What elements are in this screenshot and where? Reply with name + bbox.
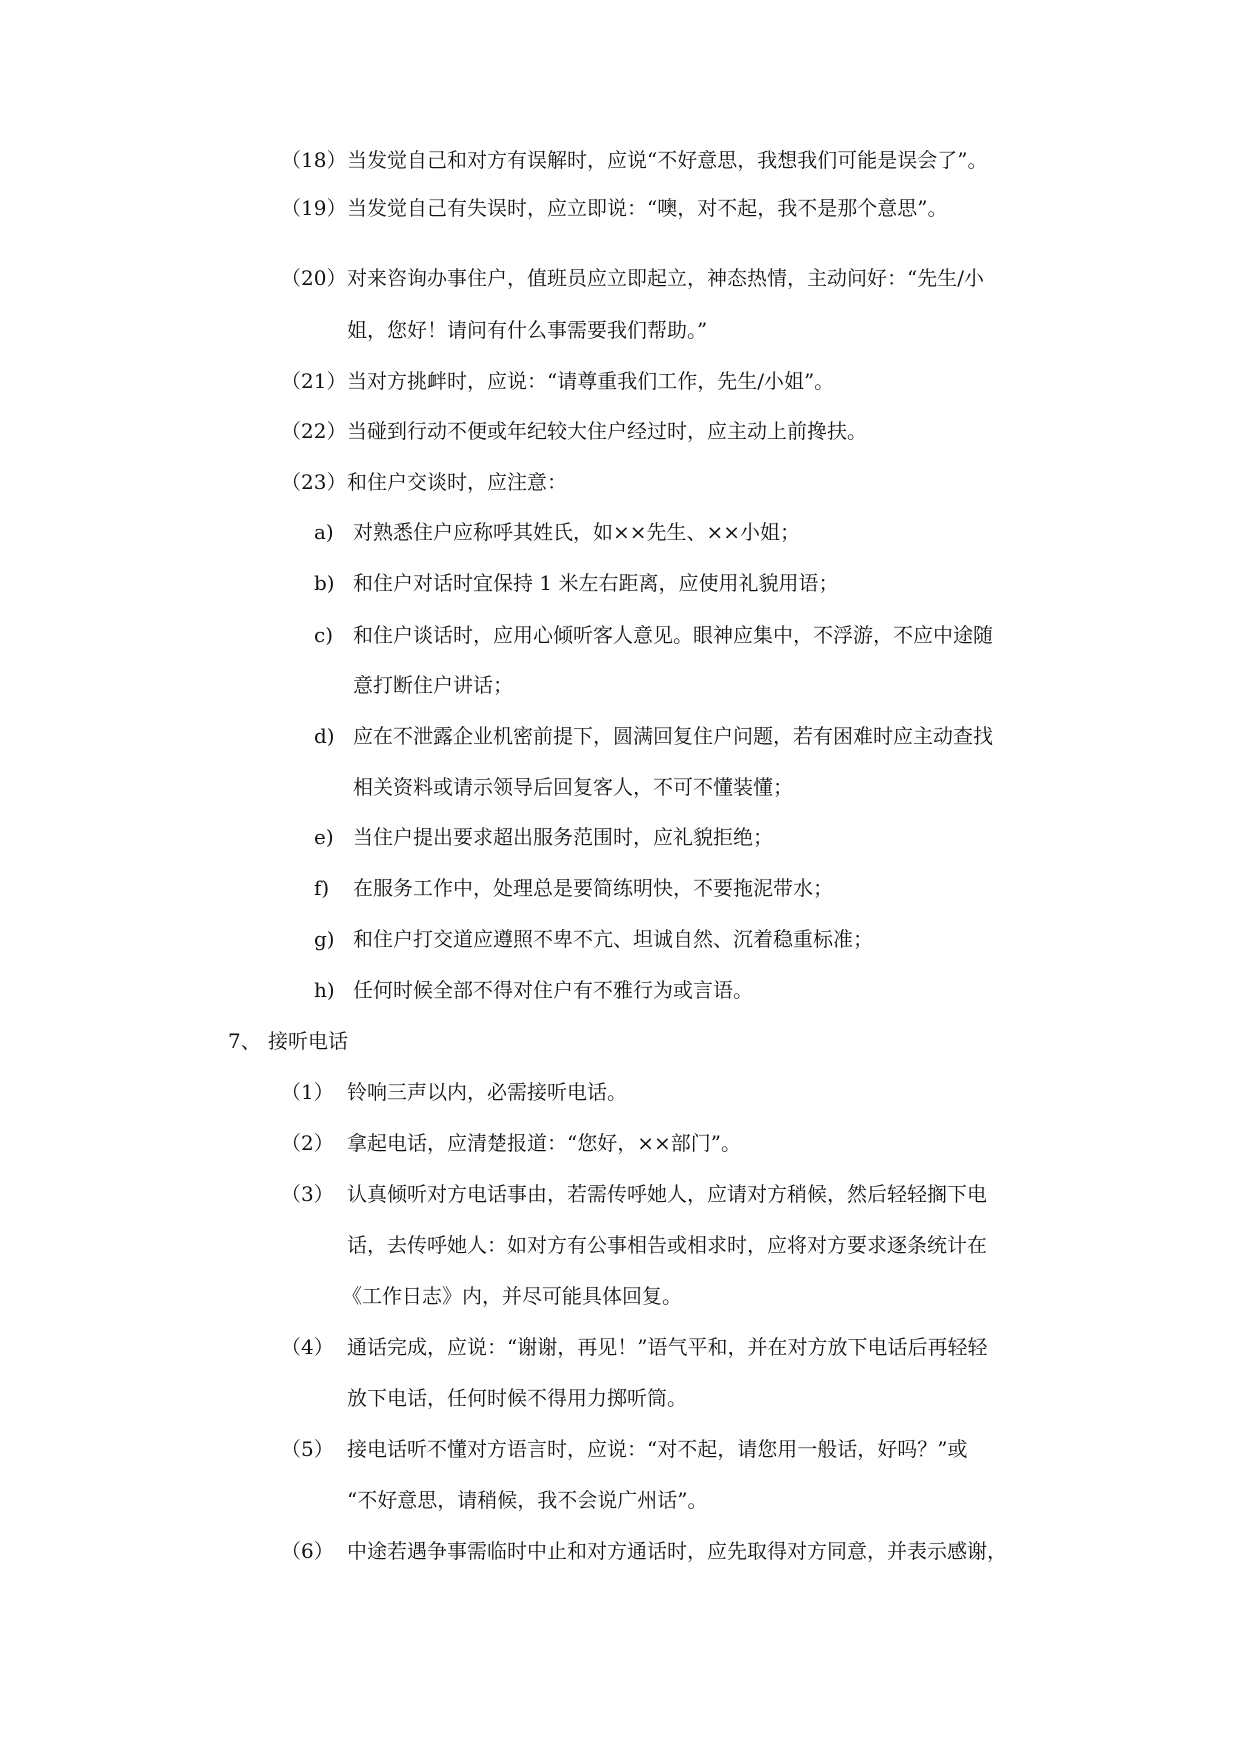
section-number-7: 7、 [228,1029,261,1053]
phone-item-number-2: （2） [281,1131,334,1155]
item-text-21-line-1: 当对方挑衅时，应说：“请尊重我们工作，先生/小姐”。 [347,369,835,393]
sub-item-number-f: f) [314,876,330,900]
phone-item-text-3-line-3: 《工作日志》内，并尽可能具体回复。 [342,1284,682,1308]
sub-item-text-c-line-1: 和住户谈话时，应用心倾听客人意见。眼神应集中，不浮游，不应中途随 [353,623,993,647]
sub-item-number-d: d) [314,724,335,748]
phone-item-text-4-line-1: 通话完成，应说：“谢谢，再见！”语气平和，并在对方放下电话后再轻轻 [347,1335,988,1359]
item-text-20-line-1: 对来咨询办事住户，值班员应立即起立，神态热情，主动问好：“先生/小 [347,266,984,290]
phone-item-text-3-line-2: 话，去传呼她人：如对方有公事相告或相求时，应将对方要求逐条统计在 [347,1233,987,1257]
phone-item-text-2-line-1: 拿起电话，应清楚报道：“您好，××部门”。 [347,1131,741,1155]
item-text-23-line-1: 和住户交谈时，应注意： [347,470,567,494]
sub-item-number-b: b) [314,571,335,595]
sub-item-text-d-line-2: 相关资料或请示领导后回复客人，不可不懂装懂； [353,775,793,799]
section-title-7: 接听电话 [268,1029,348,1053]
sub-item-number-a: a) [314,520,334,544]
item-number-18: （18） [281,148,347,172]
item-text-22-line-1: 当碰到行动不便或年纪较大住户经过时，应主动上前搀扶。 [347,419,867,443]
item-number-21: （21） [281,369,347,393]
item-text-19-line-1: 当发觉自己有失误时，应立即说：“噢，对不起，我不是那个意思”。 [347,196,948,220]
sub-item-text-h-line-1: 任何时候全部不得对住户有不雅行为或言语。 [353,978,753,1002]
phone-item-number-4: （4） [281,1335,334,1359]
sub-item-text-g-line-1: 和住户打交道应遵照不卑不亢、坦诚自然、沉着稳重标准； [353,927,873,951]
phone-item-text-4-line-2: 放下电话，任何时候不得用力掷听筒。 [347,1386,687,1410]
sub-item-text-a-line-1: 对熟悉住户应称呼其姓氏，如××先生、××小姐； [353,520,801,544]
item-number-23: （23） [281,470,347,494]
sub-item-number-c: c) [314,623,334,647]
sub-item-text-e-line-1: 当住户提出要求超出服务范围时，应礼貌拒绝； [353,825,773,849]
sub-item-number-h: h) [314,978,335,1002]
sub-item-text-b-line-1: 和住户对话时宜保持 1 米左右距离，应使用礼貌用语； [353,571,839,595]
phone-item-text-1-line-1: 铃响三声以内，必需接听电话。 [347,1080,627,1104]
phone-item-text-3-line-1: 认真倾听对方电话事由，若需传呼她人，应请对方稍候，然后轻轻搁下电 [347,1182,987,1206]
item-number-22: （22） [281,419,347,443]
phone-item-number-5: （5） [281,1437,334,1461]
item-number-20: （20） [281,266,347,290]
sub-item-text-d-line-1: 应在不泄露企业机密前提下，圆满回复住户问题，若有困难时应主动查找 [353,724,993,748]
sub-item-number-e: e) [314,825,334,849]
sub-item-text-c-line-2: 意打断住户讲话； [353,673,513,697]
item-text-20-line-2: 姐，您好！请问有什么事需要我们帮助。” [347,318,708,342]
phone-item-text-5-line-2: “不好意思，请稍候，我不会说广州话”。 [347,1488,708,1512]
item-text-18-line-1: 当发觉自己和对方有误解时，应说“不好意思，我想我们可能是误会了”。 [347,148,988,172]
phone-item-number-6: （6） [281,1539,334,1563]
sub-item-text-f-line-1: 在服务工作中，处理总是要简练明快，不要拖泥带水； [353,876,833,900]
phone-item-number-3: （3） [281,1182,334,1206]
sub-item-number-g: g) [314,927,335,951]
item-number-19: （19） [281,196,347,220]
phone-item-text-5-line-1: 接电话听不懂对方语言时，应说：“对不起，请您用一般话，好吗？”或 [347,1437,968,1461]
phone-item-text-6-line-1: 中途若遇争事需临时中止和对方通话时，应先取得对方同意，并表示感谢， [347,1539,1007,1563]
phone-item-number-1: （1） [281,1080,334,1104]
